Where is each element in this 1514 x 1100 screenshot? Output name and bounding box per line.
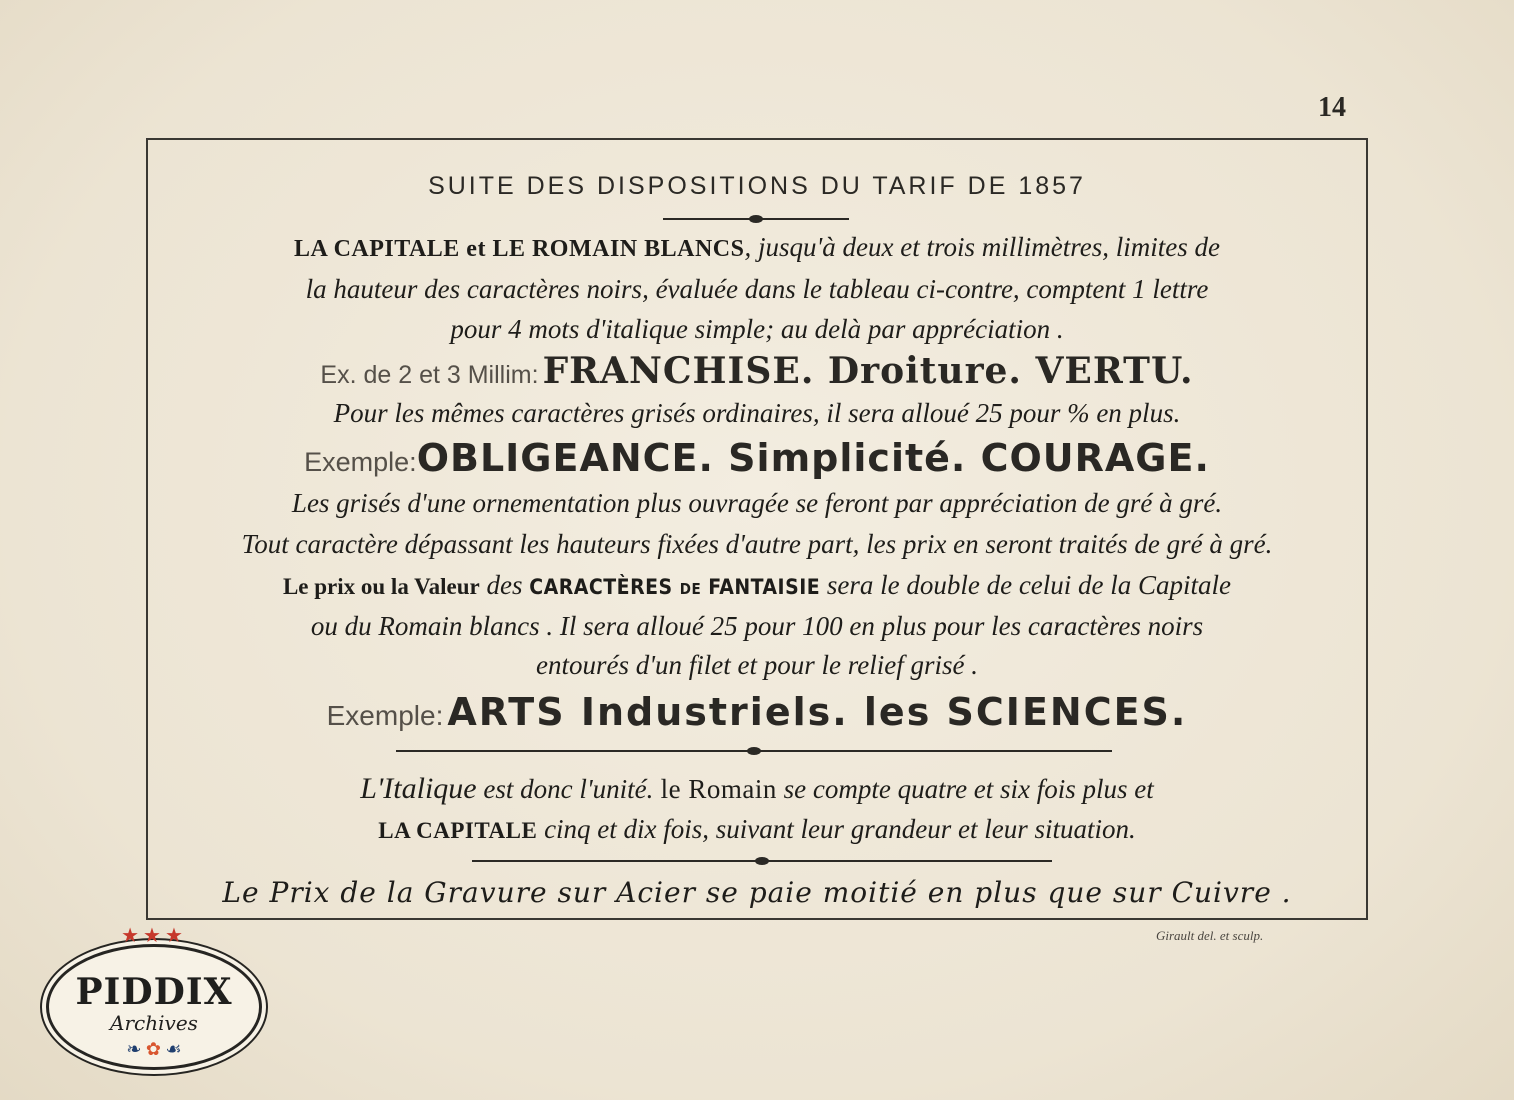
watermark-subtitle: Archives	[110, 1011, 198, 1035]
heading-rule	[663, 218, 849, 220]
flower-ornament-icon: ❧ ✿ ☙	[126, 1039, 182, 1059]
para2-line3-rest: sera le double de celui de la Capitale	[820, 570, 1232, 600]
example3-words: ARTS Industriels. les SCIENCES.	[447, 690, 1188, 734]
para2-line5: entourés d'un filet et pour le relief grisé .	[536, 650, 978, 680]
prix-valeur-text: Le prix ou la Valeur	[282, 574, 480, 599]
para1-line1	[146, 232, 1368, 263]
para2-line2: Tout caractère dépassant les hauteurs fixées d'autre part, les prix en seront traités de gré à gré.	[241, 529, 1273, 559]
des-text: des	[479, 570, 530, 600]
fantaisie-caps-a: CARACTÈRES	[529, 575, 680, 599]
engraver-signature: Girault del. et sculp.	[1156, 928, 1264, 943]
para2-line1: Les grisés d'une ornementation plus ouvragée se feront par appréciation de gré à gré.	[291, 488, 1223, 518]
para1-line1-rest: , jusqu'à deux et trois millimètres, limites de	[744, 232, 1220, 262]
unit-para-line1	[146, 772, 1368, 806]
example1-line	[146, 350, 1368, 392]
para2-line4: ou du Romain blancs . Il sera alloué 25 pour 100 en plus pour les caractères noirs	[310, 611, 1204, 641]
section-rule-1	[396, 750, 1112, 752]
fantaisie-caps-b: FANTAISIE	[701, 575, 821, 599]
romain-word: le Romain	[653, 774, 777, 804]
italique-word: L'Italique	[360, 772, 477, 805]
example3-line	[146, 690, 1368, 734]
unit-para-line2	[146, 814, 1368, 845]
para1-line2: la hauteur des caractères noirs, évaluée dans le tableau ci-contre, comptent 1 lettre	[305, 274, 1209, 304]
section-rule-2	[472, 860, 1052, 862]
para2-line3	[146, 570, 1368, 601]
capitale-word: LA CAPITALE	[378, 818, 538, 843]
para1-line3: pour 4 mots d'italique simple; au delà par appréciation .	[450, 314, 1064, 344]
star-icons: ★★★	[121, 925, 187, 947]
est-donc-text: est donc l'unité.	[476, 774, 654, 804]
page-heading: SUITE DES DISPOSITIONS DU TARIF DE 1857	[428, 172, 1086, 200]
example1-words: FRANCHISE. Droiture. VERTU.	[542, 350, 1194, 392]
example1-label: Ex. de 2 et 3 Millim:	[320, 361, 539, 389]
watermark-title: PIDDIX	[75, 971, 233, 1013]
example2-line	[146, 436, 1368, 480]
unit-line1-rest: se compte quatre et six fois plus et	[776, 774, 1154, 804]
piddix-watermark-badge	[46, 925, 262, 1070]
example2-label: Exemple:	[304, 447, 417, 477]
gravure-line: Le Prix de la Gravure sur Acier se paie moitié en plus que sur Cuivre .	[222, 876, 1292, 909]
page-number: 14	[1318, 92, 1346, 123]
example3-label: Exemple:	[326, 700, 444, 731]
unit-line2-rest: cinq et dix fois, suivant leur grandeur et leur situation.	[537, 814, 1136, 844]
fantaisie-de: DE	[679, 580, 702, 598]
capitale-romain-caps: LA CAPITALE et LE ROMAIN BLANCS	[294, 236, 745, 262]
grises-line: Pour les mêmes caractères grisés ordinaires, il sera alloué 25 pour % en plus.	[333, 398, 1181, 428]
example2-words: OBLIGEANCE. Simplicité. COURAGE.	[416, 436, 1210, 480]
